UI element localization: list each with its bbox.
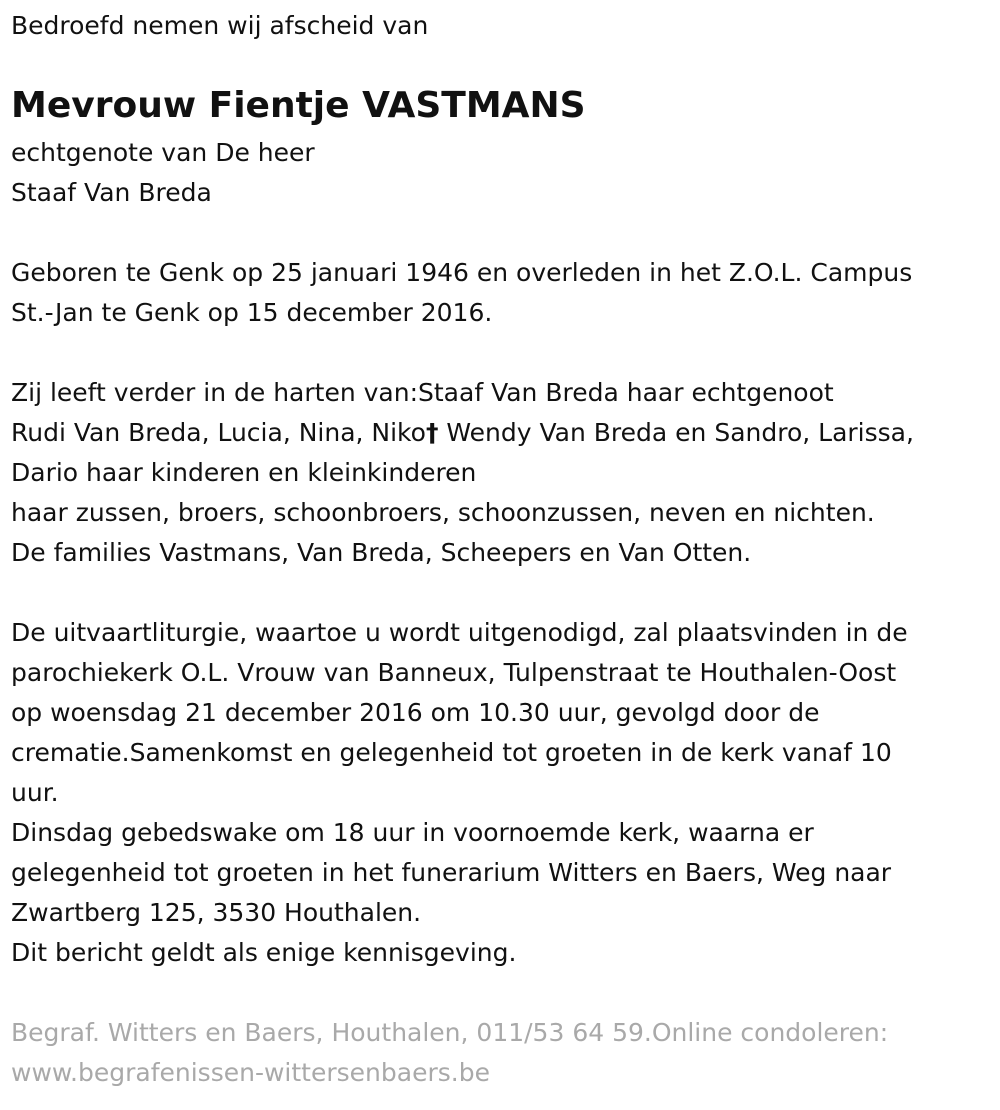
survivors-line: haar zussen, broers, schoonbroers, schoonzussen, neven en nichten. <box>11 498 875 527</box>
cross-icon: † <box>425 418 439 447</box>
funeral-line: uur. <box>11 778 59 807</box>
survivors-line: Zij leeft verder in de harten van:Staaf Van Breda haar echtgenoot <box>11 378 834 407</box>
birth-death-section <box>11 253 912 333</box>
funeral-home-footer <box>11 1013 888 1093</box>
spouse-line: Staaf Van Breda <box>11 178 212 207</box>
spouse-section <box>11 133 315 213</box>
funeral-line: gelegenheid tot groeten in het funerarium Witters en Baers, Weg naar <box>11 858 892 887</box>
funeral-line: parochiekerk O.L. Vrouw van Banneux, Tulpenstraat te Houthalen-Oost <box>11 658 897 687</box>
funeral-line: Zwartberg 125, 3530 Houthalen. <box>11 898 422 927</box>
footer-line: Begraf. Witters en Baers, Houthalen, 011/53 64 59.Online condoleren: <box>11 1018 889 1047</box>
funeral-line: Dit bericht geldt als enige kennisgeving. <box>11 938 517 967</box>
footer-website-link[interactable]: www.begrafenissen-wittersenbaers.be <box>11 1058 490 1087</box>
survivors-line: De families Vastmans, Van Breda, Scheepers en Van Otten. <box>11 538 752 567</box>
funeral-line: op woensdag 21 december 2016 om 10.30 uur, gevolgd door de <box>11 698 820 727</box>
notice-intro: Bedroefd nemen wij afscheid van <box>11 11 429 40</box>
funeral-section <box>11 613 908 973</box>
spouse-line: echtgenote van De heer <box>11 138 315 167</box>
birth-death-line: St.-Jan te Genk op 15 december 2016. <box>11 298 493 327</box>
survivors-children-text: Rudi Van Breda, Lucia, Nina, Niko <box>11 418 426 447</box>
survivors-line <box>11 413 914 453</box>
survivors-line: Dario haar kinderen en kleinkinderen <box>11 458 477 487</box>
survivors-section <box>11 373 914 573</box>
deceased-name: Mevrouw Fientje VASTMANS <box>11 85 586 126</box>
funeral-line: crematie.Samenkomst en gelegenheid tot groeten in de kerk vanaf 10 <box>11 738 892 767</box>
funeral-line: Dinsdag gebedswake om 18 uur in voornoemde kerk, waarna er <box>11 818 814 847</box>
survivors-children-text: Wendy Van Breda en Sandro, Larissa, <box>438 418 914 447</box>
birth-death-line: Geboren te Genk op 25 januari 1946 en overleden in het Z.O.L. Campus <box>11 258 913 287</box>
funeral-line: De uitvaartliturgie, waartoe u wordt uitgenodigd, zal plaatsvinden in de <box>11 618 908 647</box>
